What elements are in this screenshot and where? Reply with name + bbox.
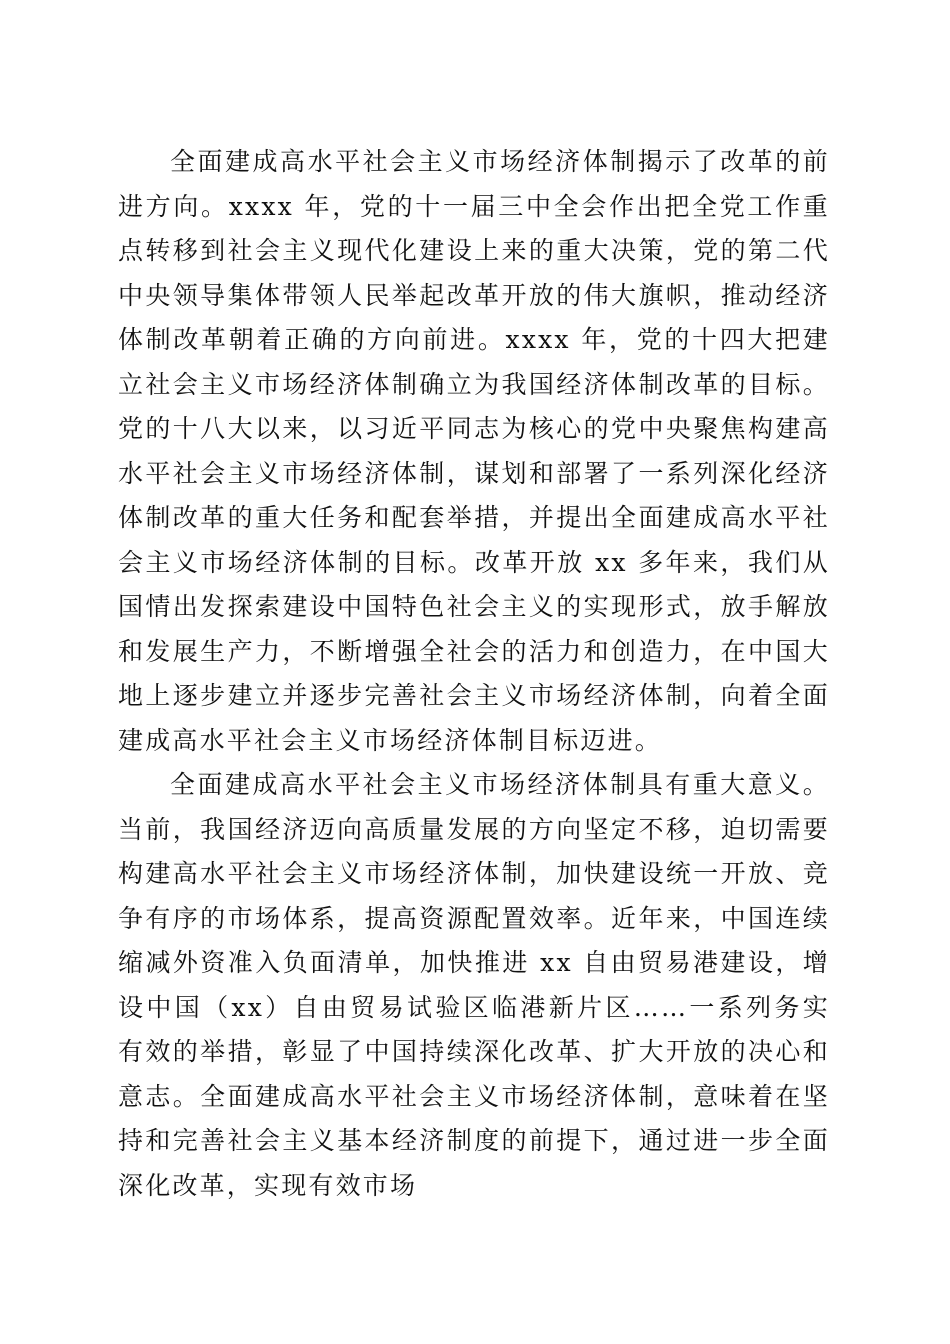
paragraph-1: 全面建成高水平社会主义市场经济体制揭示了改革的前进方向。xxxx 年，党的十一届三中全会作出把全党工作重点转移到社会主义现代化建设上来的重大决策，党的第二代中央领导集体带领人民举起改革开放的伟大旗帜，推动经济体制改革朝着正确的方向前进。xxxx 年，党的十四大把建立社会主义市场经济体制确立为我国经济体制改革的目标。党的十八大以来，以习近平同志为核心的党中央聚焦构建高水平社会主义市场经济体制，谋划和部署了一系列深化经济体制改革的重大任务和配套举措，并提出全面建成高水平社会主义市场经济体制的目标。改革开放 xx 多年来，我们从国情出发探索建设中国特色社会主义的实现形式，放手解放和发展生产力，不断增强全社会的活力和创造力，在中国大地上逐步建立并逐步完善社会主义市场经济体制，向着全面建成高水平社会主义市场经济体制目标迈进。 xyxy=(118,147,830,755)
body-text xyxy=(118,140,830,1208)
paragraph-2: 全面建成高水平社会主义市场经济体制具有重大意义。当前，我国经济迈向高质量发展的方向坚定不移，迫切需要构建高水平社会主义市场经济体制，加快建设统一开放、竞争有序的市场体系，提高资源配置效率。近年来，中国连续缩减外资准入负面清单，加快推进 xx 自由贸易港建设，增设中国（xx）自由贸易试验区临港新片区……一系列务实有效的举措，彰显了中国持续深化改革、扩大开放的决心和意志。全面建成高水平社会主义市场经济体制，意味着在坚持和完善社会主义基本经济制度的前提下，通过进一步全面深化改革，实现有效市场 xyxy=(118,770,830,1200)
